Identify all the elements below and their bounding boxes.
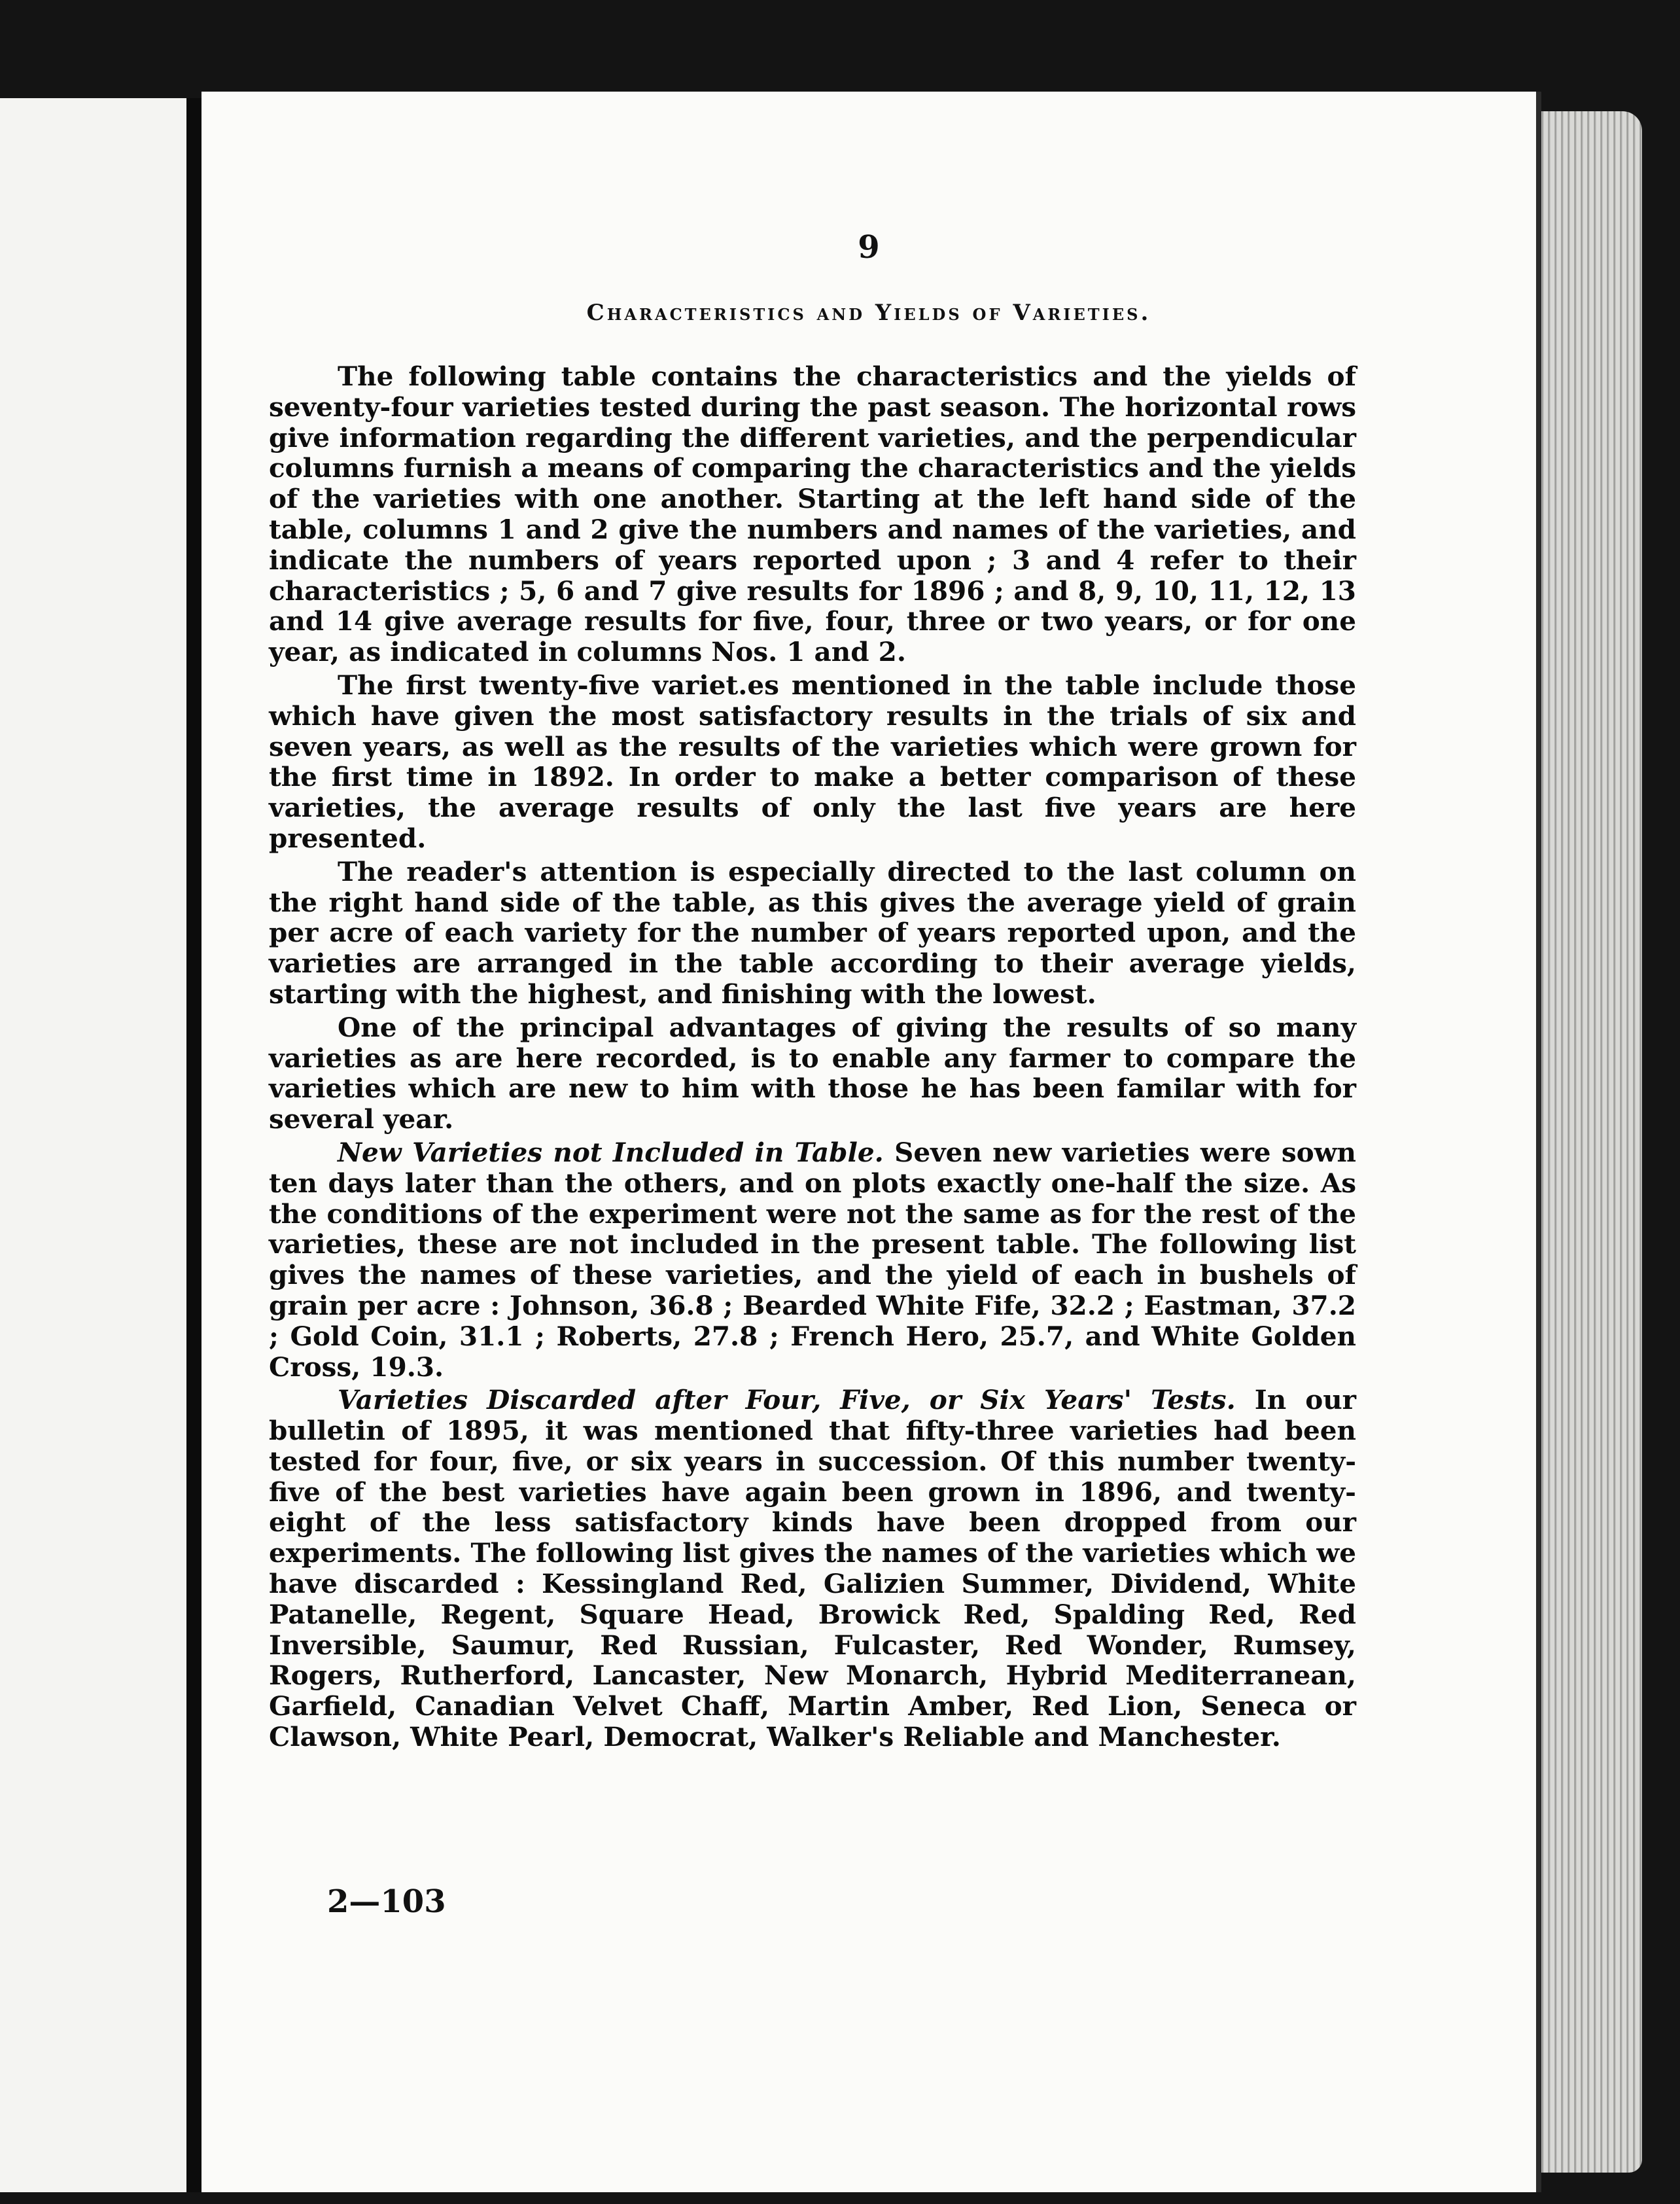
section-heading: Characteristics and Yields of Varieties. (586, 300, 1151, 326)
paragraph-2-text: The first twenty-five variet.es mentioned in the table include those which have given the most satisfactory results in the trials of six and seven years, as well as the results of the varieties which were grown for the first time in 1892. In order to make a better comparison of these varieties, the average results of only the last five years are here presented. (269, 669, 1356, 854)
paragraph-4-text: One of the principal advantages of giving the results of so many varieties as are here recorded, is to enable any farmer to compare the varieties which are new to him with those he has been familar with for several year. (269, 1011, 1356, 1135)
paragraph-5 (269, 1137, 1356, 1382)
paragraph-3-text: The reader's attention is especially directed to the last column on the right hand side of the table, as this gives the average yield of grain per acre of each variety for the number of years reported upon, and the varieties are arranged in the table according to their average yields, starting with the highest, and finishing with the lowest. (269, 855, 1356, 1010)
facing-page (0, 98, 189, 2192)
book-gutter (186, 98, 202, 2192)
paragraph-2 (269, 670, 1356, 854)
paragraph-1-text: The following table contains the characteristics and the yields of seventy-four varieties tested during the past season. The horizontal rows give information regarding the different varieties, and the perpendicular columns furnish a means of comparing the characteristics and the yields of the varieties with one another. Starting at the left hand side of the table, columns 1 and 2 give the numbers and names of the varieties, and indicate the numbers of years reported upon ; 3 and 4 refer to their characteristics ; 5, 6 and 7 give results for 1896 ; and 8, 9, 10, 11, 12, 13 and 14 give average results for five, four, three or two years, or for one year, as indicated in columns Nos. 1 and 2. (269, 361, 1356, 668)
paragraph-4 (269, 1012, 1356, 1135)
book-page (201, 92, 1536, 2192)
signature-mark: 2—103 (327, 1883, 446, 1920)
paragraph-6-text: In our bulletin of 1895, it was mentioned that fifty-three varieties had been tested for four, five, or six years in succession. Of this number twenty-five of the best varieties have again been grown in 1896, and twenty-eight of the less satisfactory kinds have been dropped from our experiments. The following list gives the names of the varieties which we have discarded : Kessingland Red, Galizien Summer, Dividend, White Patanelle, Regent, Square Head, Browick Red, Spalding Red, Red Inversible, Saumur, Red Russian, Fulcaster, Red Wonder, Rumsey, Rogers, Rutherford, Lancaster, New Monarch, Hybrid Mediterranean, Garfield, Canadian Velvet Chaff, Martin Amber, Red Lion, Seneca or Clawson, White Pearl, Democrat, Walker's Reliable and Manchester. (269, 1384, 1356, 1753)
body-text (269, 361, 1356, 1755)
paragraph-6 (269, 1385, 1356, 1752)
paragraph-5-text: Seven new varieties were sown ten days later than the others, and on plots exactly one-half the size. As the conditions of the experiment were not the same as for the rest of the varieties, these are not included in the present table. The following list gives the names of these varieties, and the yield of each in bushels of grain per acre : Johnson, 36.8 ; Bearded White Fife, 32.2 ; Eastman, 37.2 ; Gold Coin, 31.1 ; Roberts, 27.8 ; French Hero, 25.7, and White Golden Cross, 19.3. (269, 1136, 1357, 1383)
paragraph-3 (269, 857, 1356, 1010)
paragraph-1 (269, 361, 1356, 667)
page-number: 9 (858, 229, 880, 266)
paragraph-5-lead: New Varieties not Included in Table. (338, 1136, 884, 1168)
paragraph-6-lead: Varieties Discarded after Four, Five, or Six Years' Tests. (338, 1384, 1236, 1416)
